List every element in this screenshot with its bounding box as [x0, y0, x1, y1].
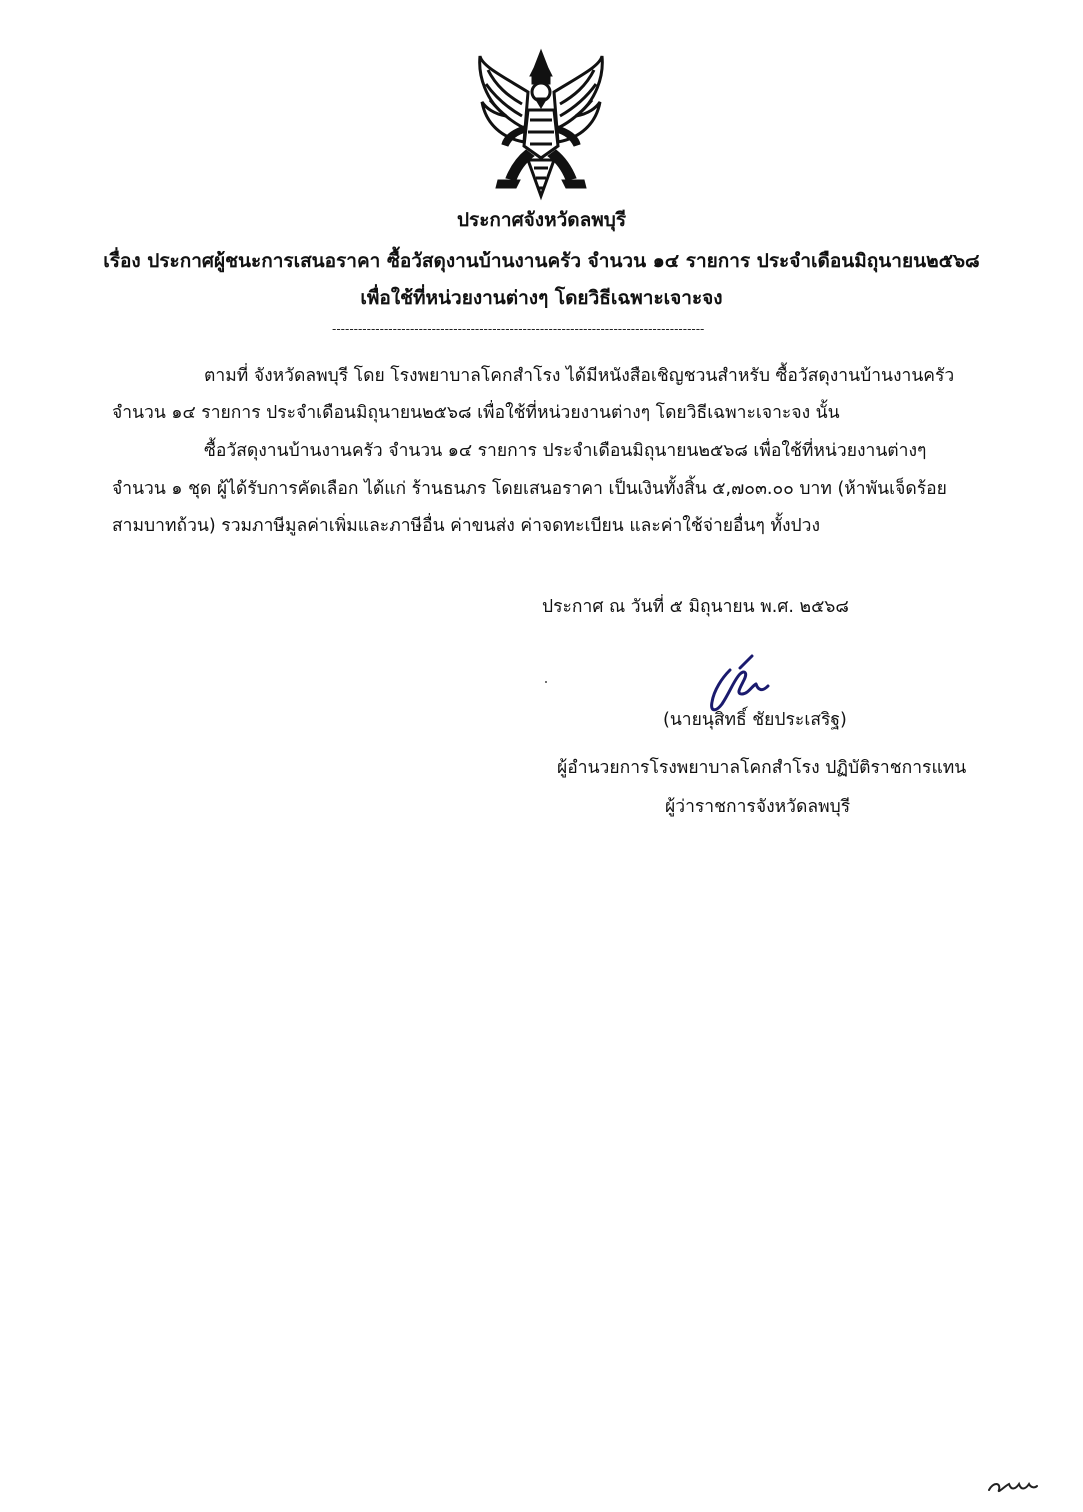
paragraph-2-line-1: ซื้อวัสดุงานบ้านงานครัว จำนวน ๑๔ รายการ ประจำเดือนมิถุนายน๒๕๖๘ เพื่อใช้ที่หน่วยงานต่างๆ — [204, 441, 927, 461]
paragraph-2-line-2: จำนวน ๑ ชุด ผู้ได้รับการคัดเลือก ได้แก่ ร้านธนภร โดยเสนอราคา เป็นเงินทั้งสิ้น ๕,๗๐๓.๐๐ บาท (ห้าพันเจ็ดร้อย — [112, 479, 947, 499]
signer-position-line-2: ผู้ว่าราชการจังหวัดลพบุรี — [665, 797, 851, 817]
paragraph-2-line-3: สามบาทถ้วน) รวมภาษีมูลค่าเพิ่มและภาษีอื่น ค่าขนส่ง ค่าจดทะเบียน และค่าใช้จ่ายอื่นๆ ทั้งปวง — [112, 516, 821, 536]
signer-name: (นายนุสิทธิ์ ชัยประเสริฐ) — [663, 710, 847, 730]
garuda-emblem-icon — [472, 46, 610, 202]
handwritten-initials — [985, 1474, 1045, 1498]
announcement-date: ประกาศ ณ วันที่ ๕ มิถุนายน พ.ศ. ๒๕๖๘ — [542, 597, 849, 617]
announcement-title: ประกาศจังหวัดลพบุรี — [456, 209, 627, 231]
subject-line-2: เพื่อใช้ที่หน่วยงานต่างๆ โดยวิธีเฉพาะเจาะจง — [360, 287, 723, 309]
paragraph-1-line-1: ตามที่ จังหวัดลพบุรี โดย โรงพยาบาลโคกสำโรง ได้มีหนังสือเชิญชวนสำหรับ ซื้อวัสดุงานบ้านงานครัว — [204, 366, 954, 386]
stray-dot — [545, 681, 547, 683]
subject-line-1: เรื่อง ประกาศผู้ชนะการเสนอราคา ซื้อวัสดุงานบ้านงานครัว จำนวน ๑๔ รายการ ประจำเดือนมิถุนายน๒๕๖๘ — [103, 250, 980, 272]
paragraph-1-line-2: จำนวน ๑๔ รายการ ประจำเดือนมิถุนายน๒๕๖๘ เพื่อใช้ที่หน่วยงานต่างๆ โดยวิธีเฉพาะเจาะจง นั้น — [112, 403, 840, 423]
signer-position-line-1: ผู้อำนวยการโรงพยาบาลโคกสำโรง ปฏิบัติราชการแทน — [557, 758, 967, 778]
separator-line: -------------------------------------------------------------------------------------- — [332, 322, 705, 336]
